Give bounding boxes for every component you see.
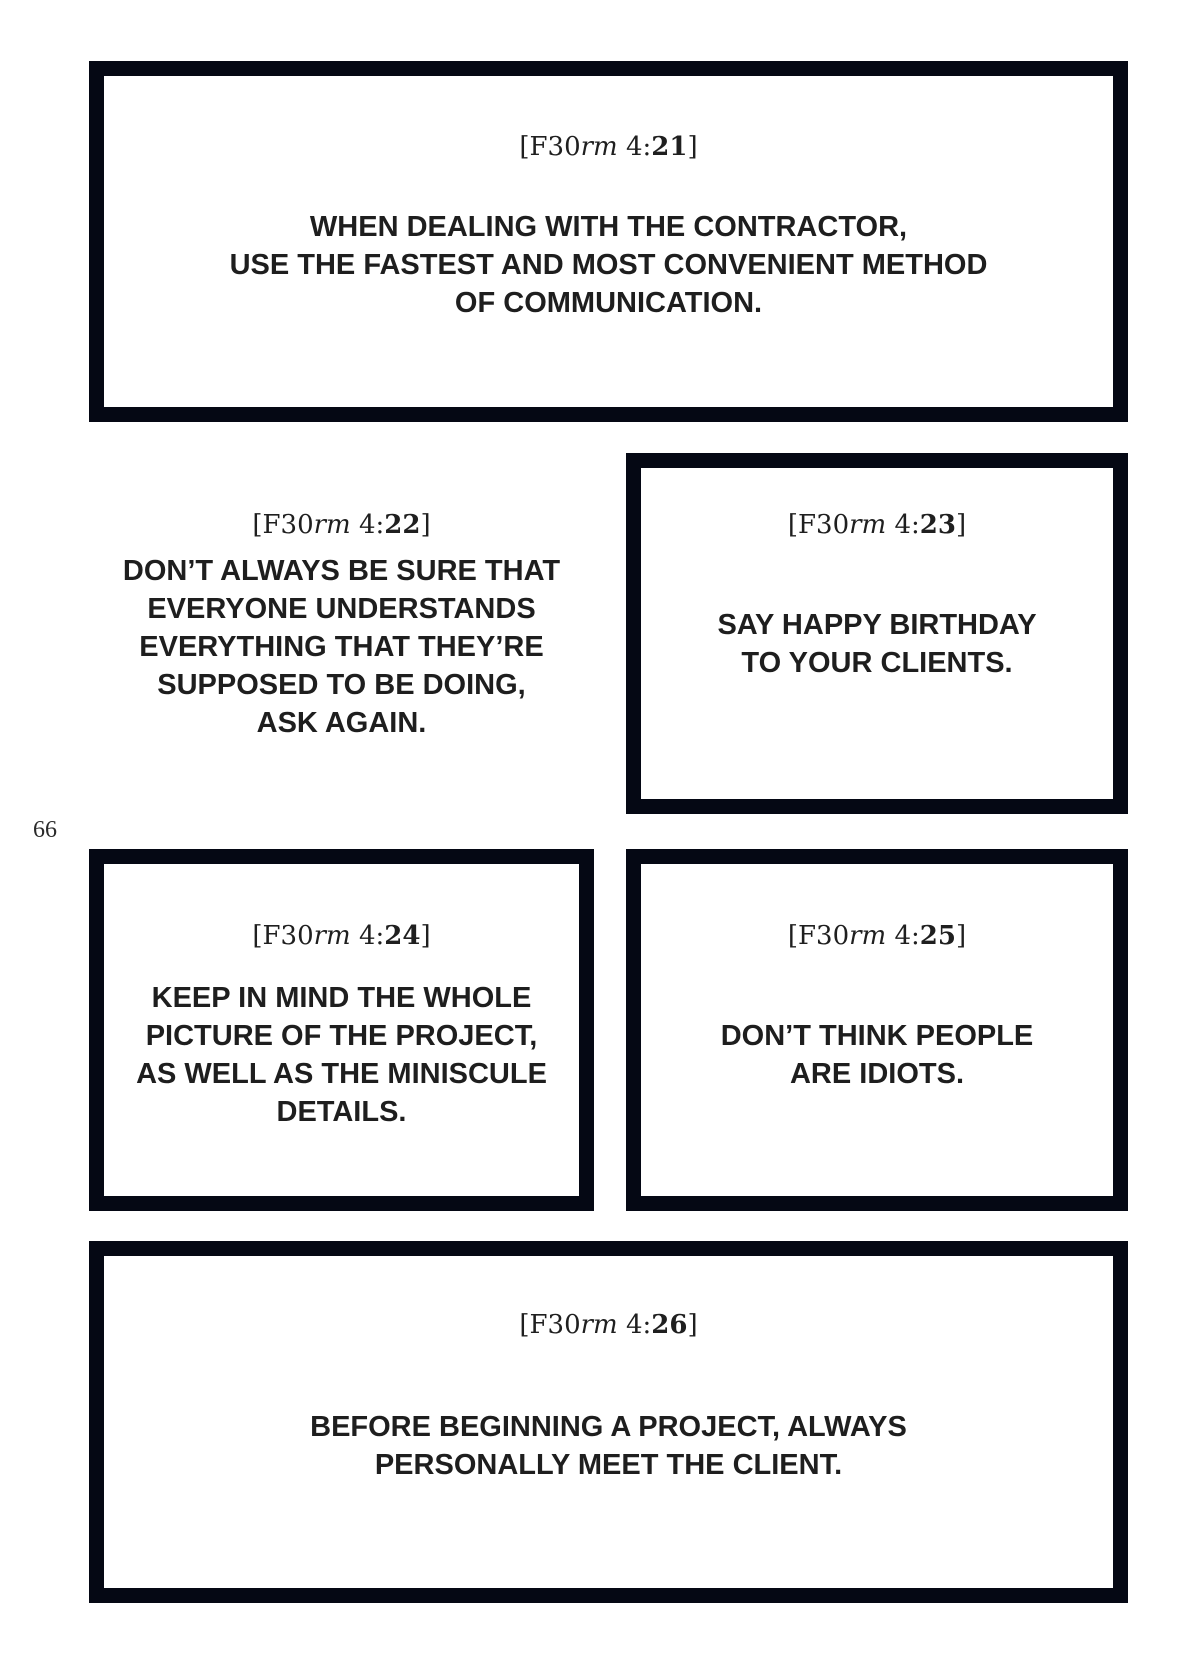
- rule-text: BEFORE BEGINNING A PROJECT, ALWAYS PERSONALLY MEET THE CLIENT.: [310, 1411, 907, 1481]
- rule-reference: [F30rm 4:21]: [519, 132, 698, 162]
- rule-reference: [F30rm 4:22]: [252, 510, 431, 540]
- rule-card-4-23: [626, 453, 1128, 814]
- rule-text: DON’T THINK PEOPLE ARE IDIOTS.: [720, 1020, 1034, 1090]
- rule-reference: [F30rm 4:23]: [787, 510, 967, 540]
- rule-text: WHEN DEALING WITH THE CONTRACTOR, USE THE FASTEST AND MOST CONVENIENT METHOD OF COMMUNICATION.: [229, 211, 988, 319]
- rule-card-4-26: [89, 1241, 1128, 1603]
- rule-card-4-21: [89, 61, 1128, 422]
- rule-reference: [F30rm 4:25]: [787, 921, 967, 951]
- page-number: 66: [33, 817, 57, 843]
- rule-card-4-25: [626, 849, 1128, 1211]
- rule-card-4-22: [89, 453, 594, 814]
- rule-reference: [F30rm 4:24]: [252, 921, 431, 951]
- rule-card-4-24: [89, 849, 594, 1211]
- rule-reference: [F30rm 4:26]: [519, 1310, 698, 1340]
- rule-text: DON’T ALWAYS BE SURE THAT EVERYONE UNDERSTANDS EVERYTHING THAT THEY’RE SUPPOSED TO BE DOING, ASK AGAIN.: [122, 555, 561, 739]
- rule-text: SAY HAPPY BIRTHDAY TO YOUR CLIENTS.: [717, 609, 1037, 679]
- rule-text: KEEP IN MIND THE WHOLE PICTURE OF THE PROJECT, AS WELL AS THE MINISCULE DETAILS.: [136, 982, 547, 1128]
